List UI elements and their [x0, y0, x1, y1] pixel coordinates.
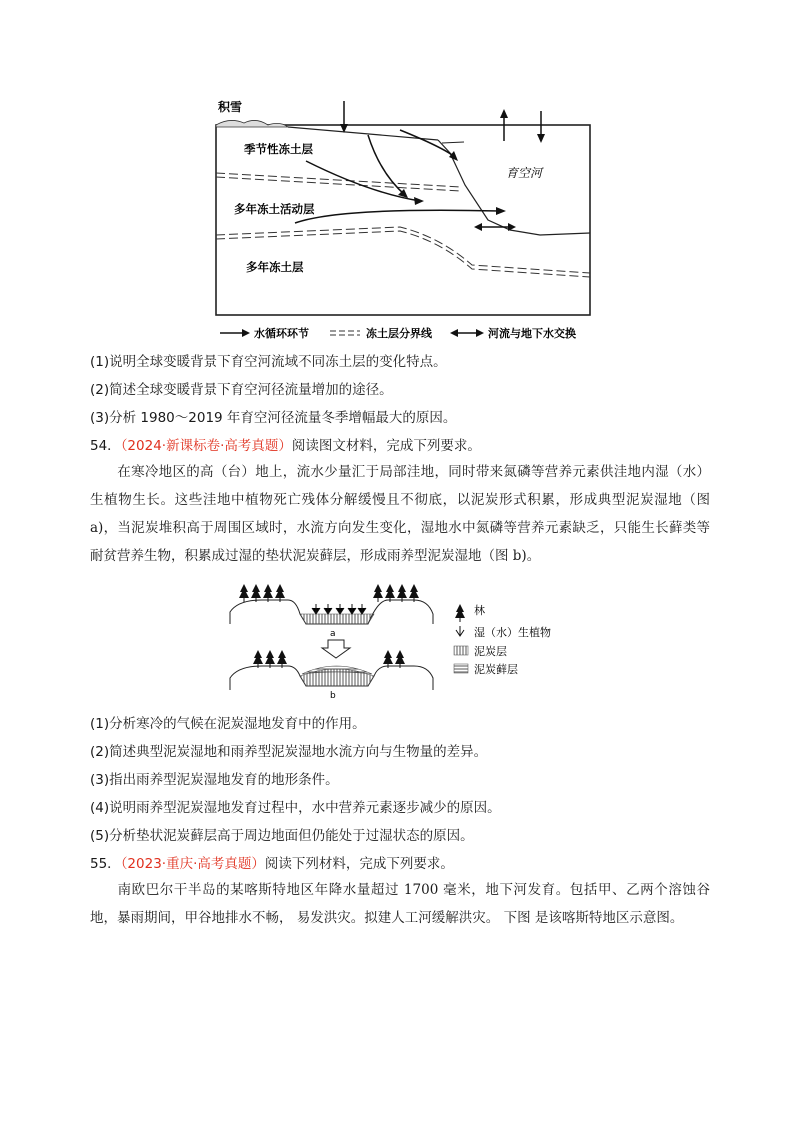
panel-a-label: a	[330, 629, 336, 639]
q54-source: （2024·新课标卷·高考真题）	[120, 438, 292, 454]
peat-wetland-figure	[228, 578, 593, 698]
legend-peat-moss-layer: 泥炭藓层	[474, 663, 518, 676]
q54-paragraph-text: 在寒冷地区的高（台）地上，流水少量汇于局部洼地，同时带来氮磷等营养元素供洼地内湿（水）生植物生长。这些洼地中植物死亡残体分解缓慢且不彻底，以泥炭形式积累，形成典型泥炭湿地（图 a)，当泥炭堆积高于周围区域时，水流方向发生变化，湿地水中氮磷等营养元素缺乏，只能生长藓类等耐贫营养生物，积累成过湿的垫状泥炭藓层，形成雨养型泥炭湿地（图 b)。	[90, 464, 710, 564]
permafrost-cross-section-figure	[210, 95, 594, 367]
snow-label: 积雪	[218, 100, 243, 114]
q54-header	[90, 436, 481, 456]
legend-exchange: 河流与地下水交换	[488, 327, 576, 340]
legend-wetland-plants: 湿（水）生植物	[474, 626, 551, 639]
q53-item-3: (3)分析 1980～2019 年育空河径流量冬季增幅最大的原因。	[90, 410, 457, 426]
panel-b-label: b	[330, 691, 336, 698]
legend-peat-layer: 泥炭层	[474, 645, 507, 658]
seasonal-frozen-layer-label: 季节性冻土层	[244, 142, 313, 156]
legend-boundary: 冻土层分界线	[366, 327, 432, 340]
q55-paragraph-text: 南欧巴尔干半岛的某喀斯特地区年降水量超过 1700 毫米，地下河发育。包括甲、乙两个溶蚀谷地，暴雨期间，甲谷地排水不畅， 易发洪灾。拟建人工河缓解洪灾。 下图 是该喀斯特地区示意图。	[90, 882, 710, 926]
legend-forest: 林	[474, 604, 485, 617]
figure1-legend	[220, 326, 576, 340]
q55-source: （2023·重庆·高考真题）	[120, 856, 265, 872]
q54-paragraph	[90, 458, 710, 570]
permafrost-layer-label: 多年冻土层	[246, 260, 304, 274]
q54-item-3: (3)指出雨养型泥炭湿地发育的地形条件。	[90, 772, 339, 788]
q54-item-1: (1)分析寒冷的气候在泥炭湿地发育中的作用。	[90, 716, 366, 732]
q53-item-2: (2)简述全球变暖背景下育空河径流量增加的途径。	[90, 382, 393, 398]
q55-header	[90, 854, 454, 874]
q55-instruction: 阅读下列材料，完成下列要求。	[264, 856, 454, 872]
q53-item-1: (1)说明全球变暖背景下育空河流域不同冻土层的变化特点。	[90, 354, 447, 370]
q54-instruction: 阅读图文材料，完成下列要求。	[291, 438, 481, 454]
legend-water-cycle: 水循环环节	[254, 327, 309, 340]
q54-item-4: (4)说明雨养型泥炭湿地发育过程中，水中营养元素逐步减少的原因。	[90, 800, 501, 816]
river-label: 育空河	[506, 166, 543, 180]
q54-number: 54．	[90, 438, 121, 454]
q54-item-5: (5)分析垫状泥炭藓层高于周边地面但仍能处于过湿状态的原因。	[90, 828, 474, 844]
q54-item-2: (2)简述典型泥炭湿地和雨养型泥炭湿地水流方向与生物量的差异。	[90, 744, 488, 760]
q55-paragraph	[90, 876, 710, 932]
q55-number: 55．	[90, 856, 121, 872]
active-layer-label: 多年冻土活动层	[234, 202, 315, 216]
